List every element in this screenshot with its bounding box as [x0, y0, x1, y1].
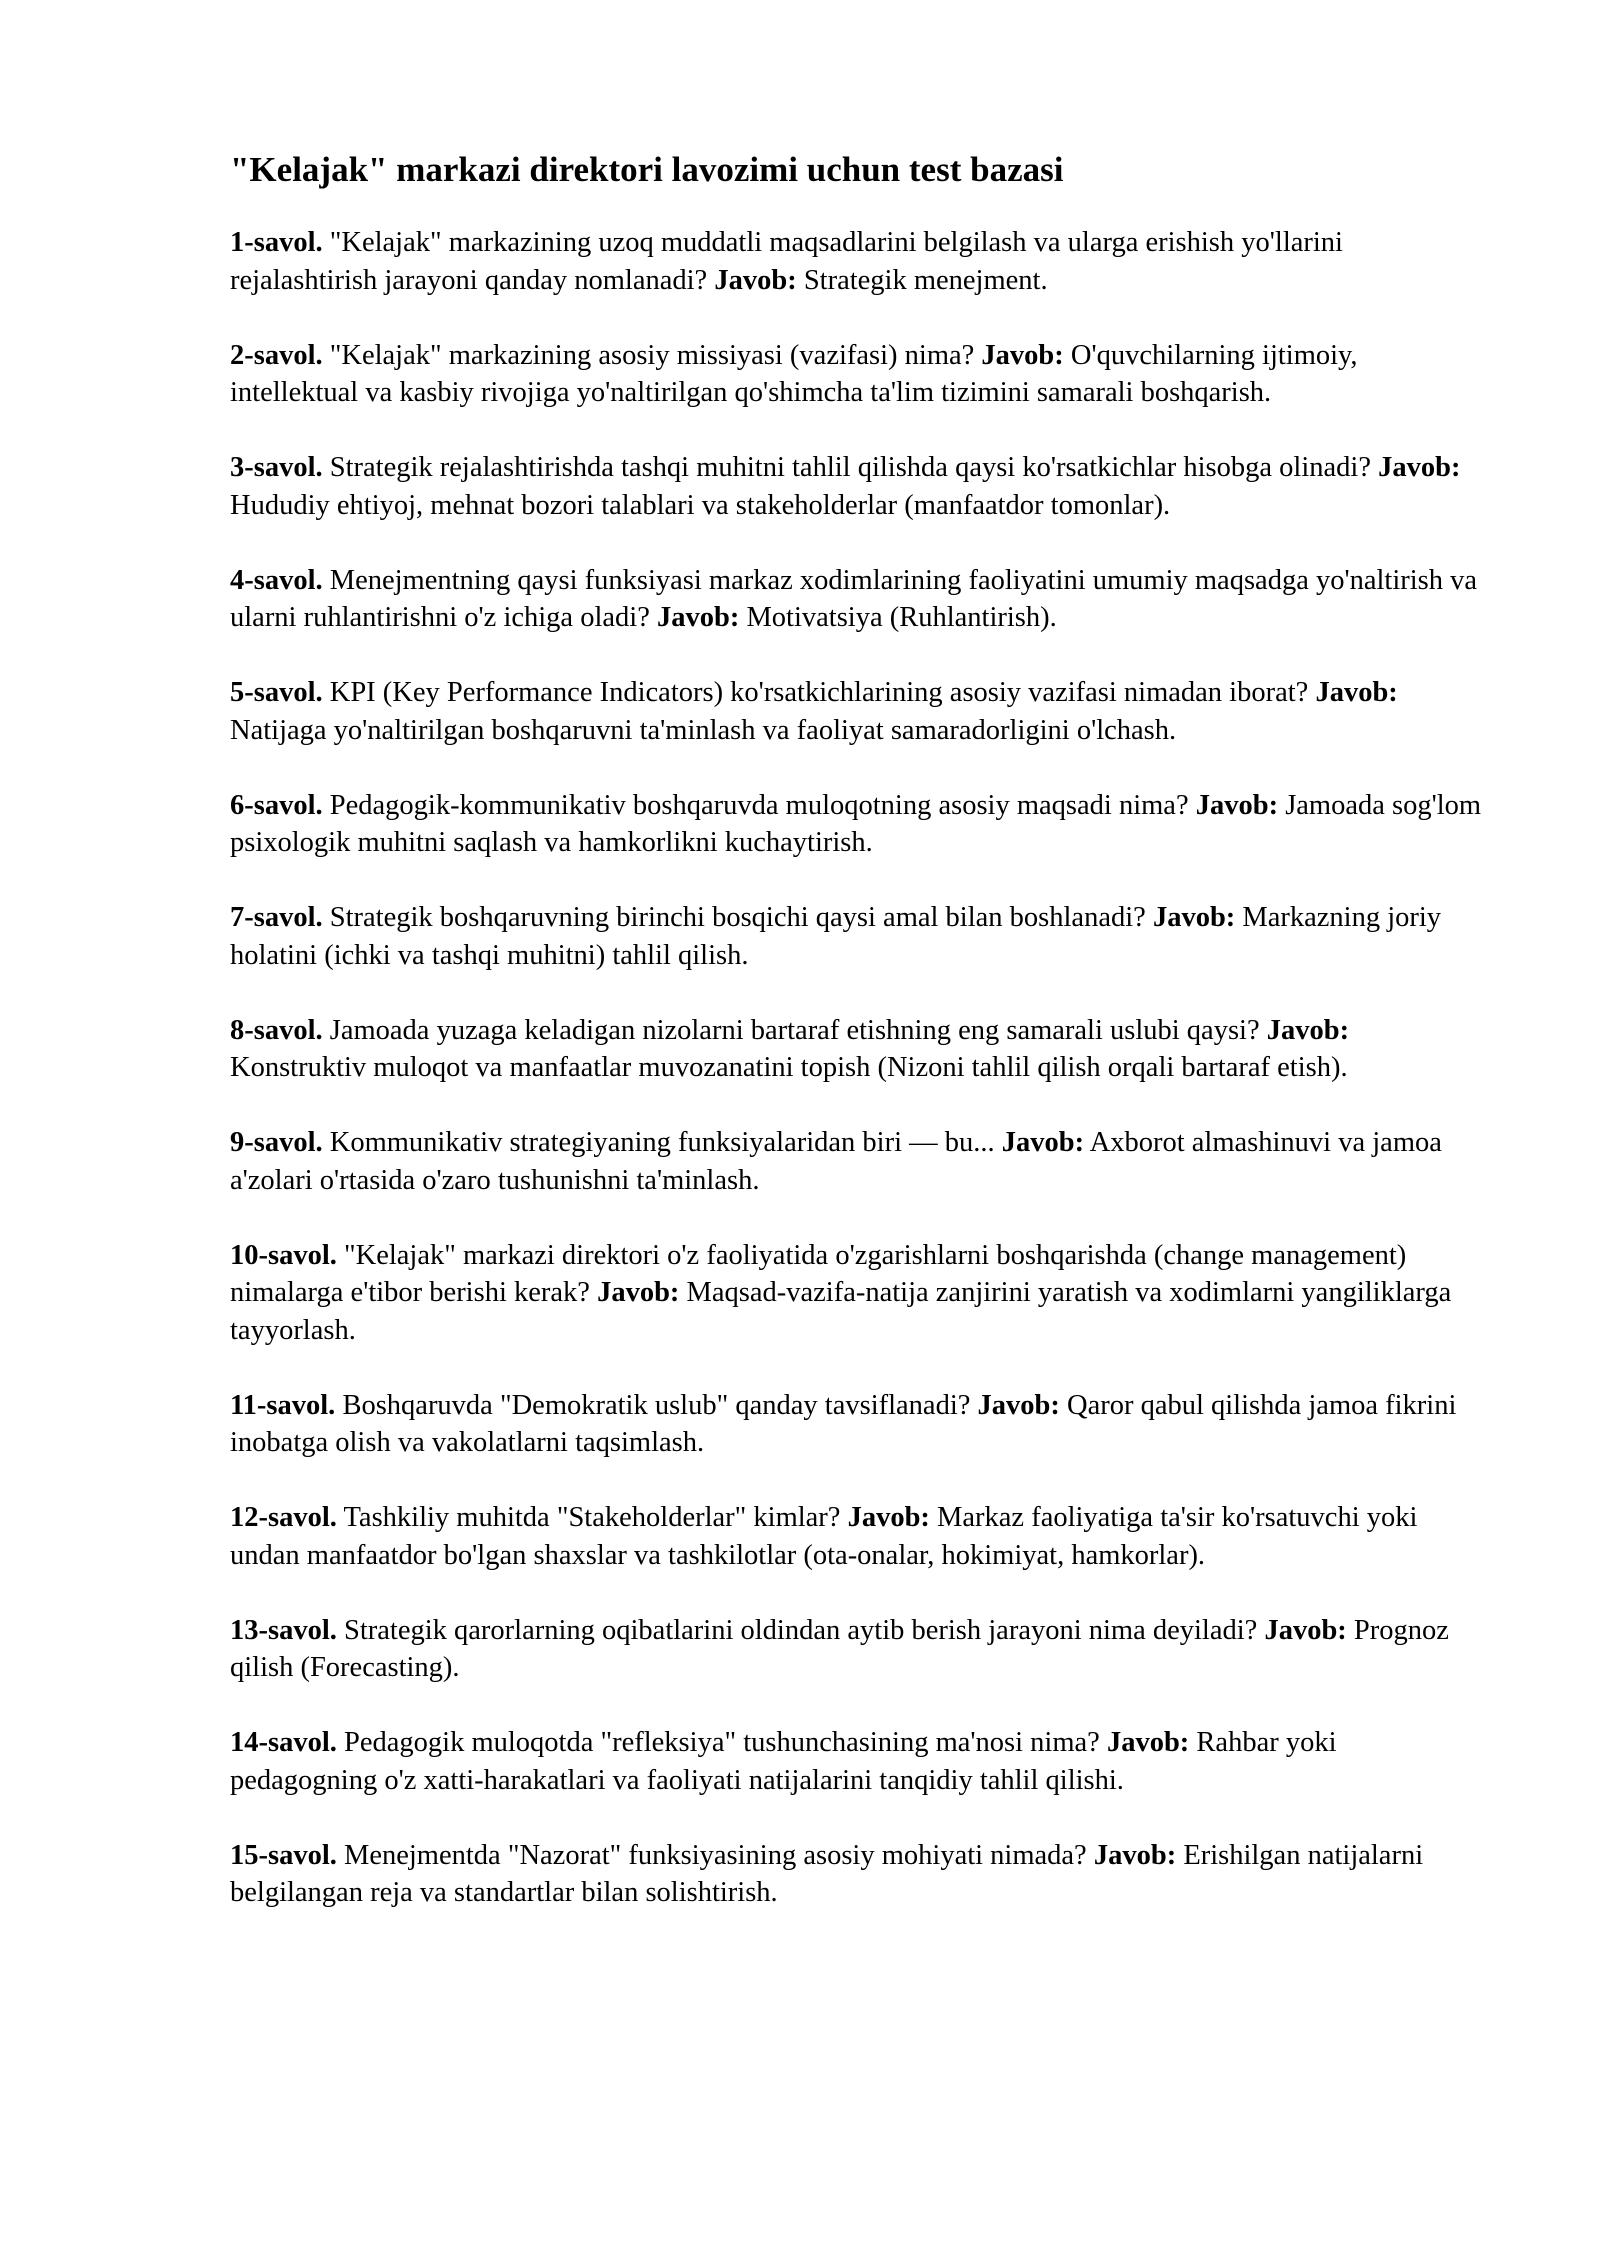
question-item-4 — [230, 562, 1490, 637]
question-text: Menejmentda "Nazorat" funksiyasining asosiy mohiyati nimada? — [344, 1839, 1087, 1871]
answer-text: Markazning joriy holatini (ichki va tashqi muhitni) tahlil qilish. — [230, 902, 1442, 971]
question-number: 1-savol. — [230, 227, 323, 258]
question-text: Kommunikativ strategiyaning funksiyalaridan biri — bu... — [329, 1127, 995, 1158]
question-number: 14-savol. — [230, 1727, 337, 1758]
answer-label: Javob: — [1264, 1614, 1347, 1646]
question-text: KPI (Key Performance Indicators) ko'rsatkichlarining asosiy vazifasi nimadan iborat? — [329, 677, 1309, 708]
answer-label: Javob: — [656, 602, 740, 633]
answer-label: Javob: — [1106, 1727, 1190, 1758]
question-text: Strategik qarorlarning oqibatlarini oldindan aytib berish jarayoni nima deyiladi? — [344, 1614, 1258, 1646]
question-text: Menejmentning qaysi funksiyasi markaz xodimlarining faoliyatini umumiy maqsadga yo'naltirish va ularni ruhlantirishni o'z ichiga oladi? — [230, 564, 1478, 633]
answer-label: Javob: — [1093, 1839, 1177, 1871]
answer-label: Javob: — [714, 264, 797, 296]
answer-label: Javob: — [1378, 452, 1461, 483]
question-number: 7-savol. — [230, 902, 323, 933]
answer-label: Javob: — [597, 1277, 680, 1308]
answer-label: Javob: — [847, 1502, 930, 1533]
answer-text: Qaror qabul qilishda jamoa fikrini inobatga olish va vakolatlarni taqsimlash. — [230, 1389, 1457, 1458]
answer-text: Rahbar yoki pedagogning o'z xatti-harakatlari va faoliyati natijalarini tanqidiy tahlil qilishi. — [230, 1727, 1337, 1796]
answer-text: Natijaga yo'naltirilgan boshqaruvni ta'minlash va faoliyat samaradorligini o'lchash. — [230, 714, 1177, 746]
question-text: Pedagogik muloqotda "refleksiya" tushunchasining ma'nosi nima? — [344, 1727, 1100, 1758]
answer-text: Prognoz qilish (Forecasting). — [230, 1614, 1449, 1683]
question-item-11 — [230, 1387, 1490, 1462]
question-number: 13-savol. — [230, 1614, 337, 1646]
answer-label: Javob: — [1001, 1127, 1085, 1158]
question-text: Pedagogik-kommunikativ boshqaruvda muloqotning asosiy maqsadi nima? — [329, 789, 1189, 821]
answer-text: Erishilgan natijalarni belgilangan reja va standartlar bilan solishtirish. — [230, 1839, 1424, 1908]
question-number: 8-savol. — [230, 1014, 323, 1046]
question-text: "Kelajak" markazi direktori o'z faoliyatida o'zgarishlarni boshqarishda (change management) nimalarga e'tibor berishi kerak? — [230, 1239, 1407, 1308]
answer-label: Javob: — [1315, 677, 1398, 708]
question-item-3 — [230, 449, 1490, 524]
question-number: 6-savol. — [230, 789, 323, 821]
question-item-12 — [230, 1499, 1490, 1574]
question-text: "Kelajak" markazining uzoq muddatli maqsadlarini belgilash va ularga erishish yo'llarini rejalashtirish jarayoni qanday nomlanadi? — [230, 227, 1343, 296]
answer-text: Konstruktiv muloqot va manfaatlar muvozanatini topish (Nizoni tahlil qilish orqali bartaraf etish). — [230, 1052, 1348, 1083]
question-item-1 — [230, 224, 1490, 299]
answer-text: Axborot almashinuvi va jamoa a'zolari o'rtasida o'zaro tushunishni ta'minlash. — [230, 1127, 1442, 1196]
question-number: 4-savol. — [230, 564, 323, 596]
question-text: Strategik boshqaruvning birinchi bosqichi qaysi amal bilan boshlanadi? — [329, 902, 1146, 933]
answer-label: Javob: — [977, 1389, 1060, 1421]
question-text: Jamoada yuzaga keladigan nizolarni bartaraf etishning eng samarali uslubi qaysi? — [329, 1014, 1260, 1046]
question-number: 10-savol. — [230, 1239, 337, 1271]
answer-text: Markaz faoliyatiga ta'sir ko'rsatuvchi yoki undan manfaatdor bo'lgan shaxslar va tashkilotlar (ota-onalar, hokimiyat, hamkorlar). — [230, 1502, 1418, 1571]
document-title: "Kelajak" markazi direktori lavozimi uchun test bazasi — [230, 150, 1064, 189]
question-item-2 — [230, 337, 1490, 412]
question-item-5 — [230, 674, 1490, 749]
answer-label: Javob: — [1152, 902, 1236, 933]
question-number: 11-savol. — [230, 1389, 336, 1421]
question-text: Tashkiliy muhitda "Stakeholderlar" kimlar? — [343, 1502, 841, 1533]
document-page — [230, 150, 1490, 1949]
answer-text: Motivatsiya (Ruhlantirish). — [746, 602, 1057, 633]
answer-text: Jamoada sog'lom psixologik muhitni saqlash va hamkorlikni kuchaytirish. — [230, 789, 1482, 858]
question-number: 15-savol. — [230, 1839, 337, 1871]
question-item-10 — [230, 1237, 1490, 1350]
answer-text: Maqsad-vazifa-natija zanjirini yaratish va xodimlarni yangiliklarga tayyorlash. — [230, 1277, 1452, 1346]
question-item-14 — [230, 1724, 1490, 1799]
question-item-8 — [230, 1012, 1490, 1087]
question-number: 3-savol. — [230, 452, 323, 483]
answer-label: Javob: — [1266, 1014, 1350, 1046]
question-number: 2-savol. — [230, 339, 323, 371]
question-item-15 — [230, 1837, 1490, 1912]
question-number: 12-savol. — [230, 1502, 337, 1533]
question-item-13 — [230, 1612, 1490, 1687]
question-number: 9-savol. — [230, 1127, 323, 1158]
answer-text: O'quvchilarning ijtimoiy, intellektual va kasbiy rivojiga yo'naltirilgan qo'shimcha ta'lim tizimini samarali boshqarish. — [230, 339, 1358, 408]
answer-label: Javob: — [1195, 789, 1279, 821]
question-text: "Kelajak" markazining asosiy missiyasi (vazifasi) nima? — [329, 339, 975, 371]
answer-text: Hududiy ehtiyoj, mehnat bozori talablari va stakeholderlar (manfaatdor tomonlar). — [230, 489, 1171, 521]
question-text: Boshqaruvda "Demokratik uslub" qanday tavsiflanadi? — [342, 1389, 971, 1421]
question-item-9 — [230, 1124, 1490, 1199]
question-item-7 — [230, 899, 1490, 974]
answer-text: Strategik menejment. — [803, 264, 1048, 296]
question-number: 5-savol. — [230, 677, 323, 708]
question-text: Strategik rejalashtirishda tashqi muhitni tahlil qilishda qaysi ko'rsatkichlar hisobga olinadi? — [329, 452, 1371, 483]
question-item-6 — [230, 787, 1490, 862]
answer-label: Javob: — [981, 339, 1064, 371]
